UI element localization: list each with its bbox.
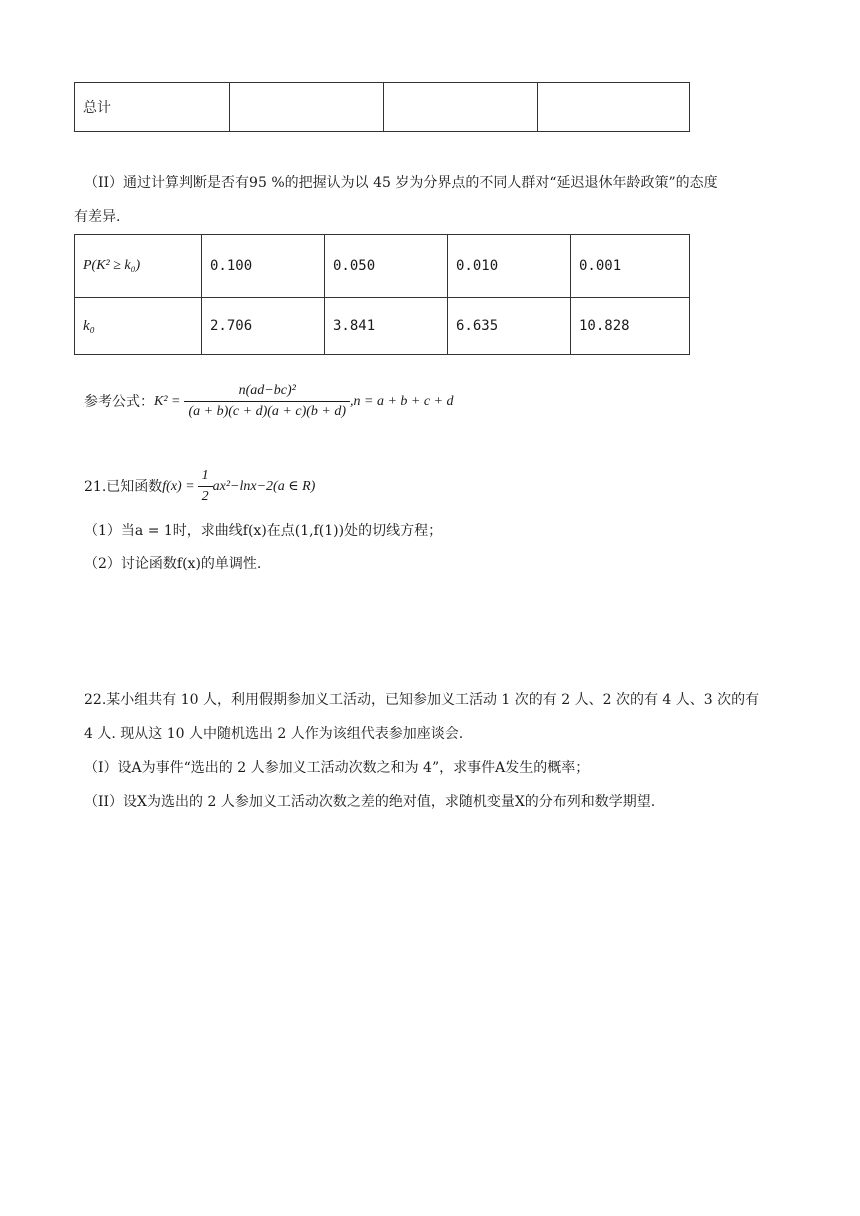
total-row-label: 总计 <box>75 83 230 132</box>
total-cell-2 <box>384 83 538 132</box>
prob-cell: 0.050 <box>325 235 448 298</box>
q22-line1: 22.某小组共有 10 人，利用假期参加义工活动，已知参加义工活动 1 次的有 2 人、2 次的有 4 人、3 次的有 <box>84 692 760 708</box>
prob-cell: 0.010 <box>448 235 571 298</box>
contingency-table <box>74 82 690 132</box>
q21-frac-den: 2 <box>198 486 213 504</box>
q22-part1: （I）设A为事件“选出的 2 人参加义工活动次数之和为 4”，求事件A发生的概率； <box>84 760 590 776</box>
formula-denominator: (a + b)(c + d)(a + c)(b + d) <box>184 401 350 419</box>
total-cell-1 <box>230 83 384 132</box>
k0-cell: 3.841 <box>325 298 448 355</box>
prob-row-label <box>75 235 202 298</box>
k0-cell: 10.828 <box>571 298 690 355</box>
q22-line2: 4 人. 现从这 10 人中随机选出 2 人作为该组代表参加座谈会. <box>84 726 464 742</box>
formula-tail: ,n = a + b + c + d <box>350 393 454 409</box>
k0-row-label: k₀ <box>75 298 202 355</box>
q21-func-lhs: f(x) = <box>162 478 195 494</box>
q20-part2-line2: 有差异. <box>74 209 121 225</box>
prob-cell: 0.100 <box>202 235 325 298</box>
critical-value-table <box>74 234 690 355</box>
q22-part2: （II）设X为选出的 2 人参加义工活动次数之差的绝对值，求随机变量X的分布列和数学期望. <box>84 794 656 810</box>
q21-frac-num: 1 <box>201 468 209 483</box>
formula-lhs: K² = <box>154 393 181 409</box>
q21-half-fraction <box>198 469 213 504</box>
prob-cell: 0.001 <box>571 235 690 298</box>
q20-part2-line1: （II）通过计算判断是否有95 %的把握认为以 45 岁为分界点的不同人群对“延迟退休年龄政策”的态度 <box>84 175 718 191</box>
formula-fraction <box>184 384 350 419</box>
reference-formula <box>84 384 454 419</box>
q21-intro: 21.已知函数 <box>84 478 163 495</box>
q21-stem <box>84 469 315 504</box>
q21-part1: （1）当a = 1时，求曲线f(x)在点(1,f(1))处的切线方程； <box>84 523 443 539</box>
q21-part2: （2）讨论函数f(x)的单调性. <box>84 556 262 572</box>
total-cell-3 <box>538 83 690 132</box>
q21-func-rhs: ax²−lnx−2(a ∈ R) <box>212 478 316 494</box>
formula-numerator: n(ad−bc)² <box>238 383 296 398</box>
k0-cell: 6.635 <box>448 298 571 355</box>
formula-prefix: 参考公式： <box>84 393 154 410</box>
prob-label-text: P(K² ≥ k₀) <box>83 258 141 273</box>
k0-cell: 2.706 <box>202 298 325 355</box>
